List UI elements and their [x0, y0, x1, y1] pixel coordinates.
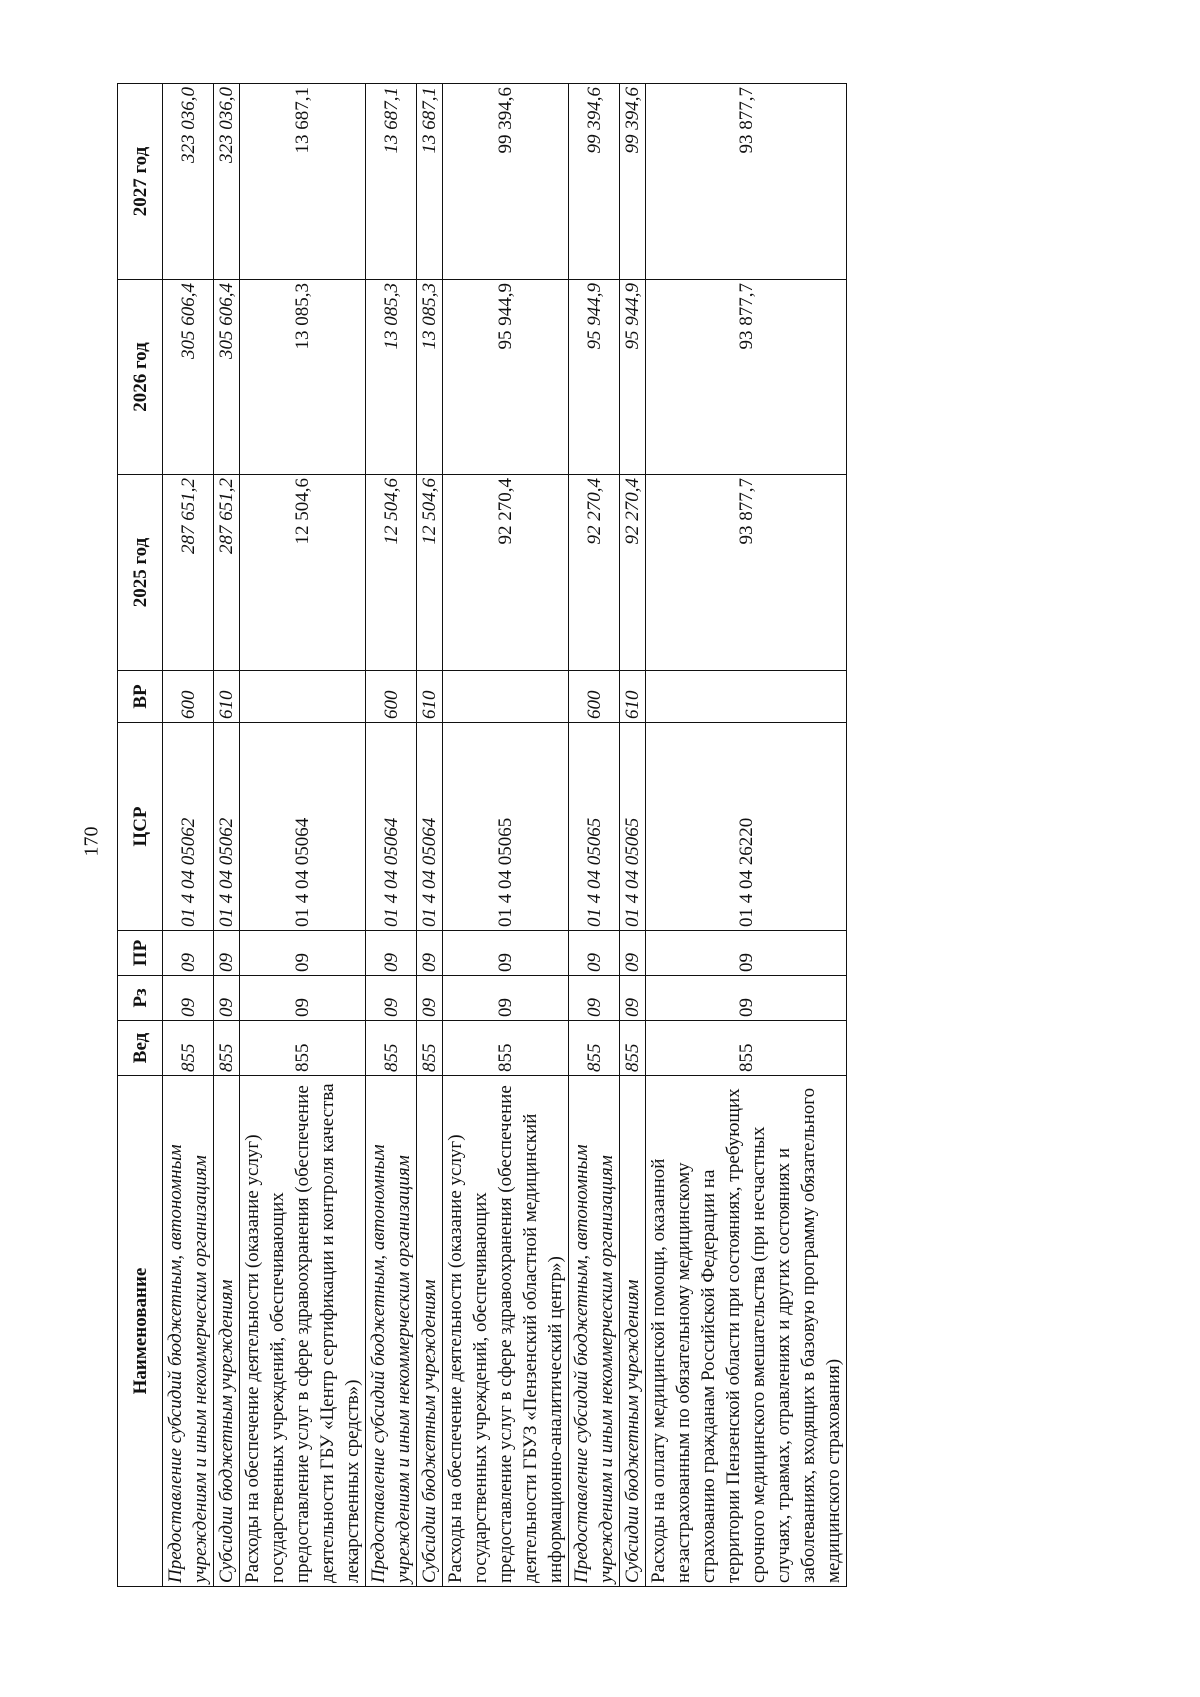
budget-table: [117, 83, 847, 1587]
cell-name: Предоставление субсидий бюджетным, автономным учреждениям и иным некоммерческим организациям: [163, 1076, 214, 1587]
cell-2027: 93 877,7: [646, 84, 847, 280]
cell-csr: 01 4 04 05064: [366, 723, 417, 931]
cell-2025: 287 651,2: [163, 475, 214, 671]
cell-rz: 09: [620, 976, 646, 1021]
cell-2025: 92 270,4: [620, 475, 646, 671]
cell-rz: 09: [240, 976, 366, 1021]
cell-csr: 01 4 04 05064: [417, 723, 443, 931]
header-name: Наименование: [118, 1076, 163, 1587]
cell-csr: 01 4 04 05065: [569, 723, 620, 931]
cell-name: Расходы на оплату медицинской помощи, оказанной незастрахованным по обязательному медицинскому страхованию гражданам Российской Федерации на территории Пензенской области при состояниях, требующих срочного медицинского вмешательства (при несчастных случаях, травмах, отравлениях и других состояниях и заболеваниях, входящих в базовую программу обязательного медицинского страхования): [646, 1076, 847, 1587]
cell-vr: 610: [620, 671, 646, 723]
cell-2026: 13 085,3: [240, 280, 366, 475]
cell-2027: 99 394,6: [569, 84, 620, 280]
header-2026: 2026 год: [118, 280, 163, 475]
cell-2027: 323 036,0: [163, 84, 214, 280]
cell-rz: 09: [366, 976, 417, 1021]
cell-csr: 01 4 04 05065: [443, 723, 569, 931]
header-2027: 2027 год: [118, 84, 163, 280]
cell-2025: 12 504,6: [240, 475, 366, 671]
page-number: 170: [80, 826, 103, 857]
cell-2027: 99 394,6: [443, 84, 569, 280]
cell-2026: 95 944,9: [620, 280, 646, 475]
header-ved: Вед: [118, 1021, 163, 1076]
table-row: [240, 84, 366, 1587]
cell-csr: 01 4 04 05065: [620, 723, 646, 931]
cell-vr: 600: [163, 671, 214, 723]
cell-rz: 09: [646, 976, 847, 1021]
cell-ved: 855: [163, 1021, 214, 1076]
cell-2026: 13 085,3: [417, 280, 443, 475]
cell-vr: 600: [569, 671, 620, 723]
cell-pr: 09: [163, 931, 214, 976]
cell-ved: 855: [569, 1021, 620, 1076]
cell-2026: 95 944,9: [443, 280, 569, 475]
cell-vr: 610: [214, 671, 240, 723]
cell-csr: 01 4 04 26220: [646, 723, 847, 931]
cell-pr: 09: [620, 931, 646, 976]
header-pr: ПР: [118, 931, 163, 976]
cell-2025: 92 270,4: [443, 475, 569, 671]
cell-name: Расходы на обеспечение деятельности (оказание услуг) государственных учреждений, обеспечивающих предоставление услуг в сфере здравоохранения (обеспечение деятельности ГБУЗ «Пензенский областной медицинский информационно-аналитический центр»): [443, 1076, 569, 1587]
cell-vr: [443, 671, 569, 723]
table-row: [366, 84, 417, 1587]
cell-rz: 09: [214, 976, 240, 1021]
cell-pr: 09: [240, 931, 366, 976]
cell-name: Субсидии бюджетным учреждениям: [620, 1076, 646, 1587]
cell-2027: 99 394,6: [620, 84, 646, 280]
cell-2025: 93 877,7: [646, 475, 847, 671]
cell-2027: 323 036,0: [214, 84, 240, 280]
cell-ved: 855: [214, 1021, 240, 1076]
cell-2026: 93 877,7: [646, 280, 847, 475]
table-row: [417, 84, 443, 1587]
header-csr: ЦСР: [118, 723, 163, 931]
cell-csr: 01 4 04 05064: [240, 723, 366, 931]
cell-ved: 855: [240, 1021, 366, 1076]
cell-ved: 855: [417, 1021, 443, 1076]
header-2025: 2025 год: [118, 475, 163, 671]
cell-pr: 09: [366, 931, 417, 976]
cell-name: Субсидии бюджетным учреждениям: [214, 1076, 240, 1587]
cell-2026: 305 606,4: [214, 280, 240, 475]
cell-2025: 12 504,6: [366, 475, 417, 671]
table-row: [620, 84, 646, 1587]
cell-rz: 09: [163, 976, 214, 1021]
cell-name: Предоставление субсидий бюджетным, автономным учреждениям и иным некоммерческим организациям: [569, 1076, 620, 1587]
header-rz: Рз: [118, 976, 163, 1021]
cell-pr: 09: [443, 931, 569, 976]
cell-2027: 13 687,1: [417, 84, 443, 280]
cell-2026: 305 606,4: [163, 280, 214, 475]
cell-rz: 09: [569, 976, 620, 1021]
cell-vr: [240, 671, 366, 723]
table-row: [646, 84, 847, 1587]
cell-2026: 13 085,3: [366, 280, 417, 475]
cell-vr: 600: [366, 671, 417, 723]
cell-pr: 09: [569, 931, 620, 976]
cell-2027: 13 687,1: [366, 84, 417, 280]
cell-ved: 855: [443, 1021, 569, 1076]
cell-csr: 01 4 04 05062: [163, 723, 214, 931]
cell-2027: 13 687,1: [240, 84, 366, 280]
cell-name: Субсидии бюджетным учреждениям: [417, 1076, 443, 1587]
header-vr: ВР: [118, 671, 163, 723]
cell-2025: 287 651,2: [214, 475, 240, 671]
cell-pr: 09: [214, 931, 240, 976]
table-row: [163, 84, 214, 1587]
cell-pr: 09: [646, 931, 847, 976]
cell-ved: 855: [646, 1021, 847, 1076]
cell-csr: 01 4 04 05062: [214, 723, 240, 931]
cell-2026: 95 944,9: [569, 280, 620, 475]
cell-name: Расходы на обеспечение деятельности (оказание услуг) государственных учреждений, обеспечивающих предоставление услуг в сфере здравоохранения (обеспечение деятельности ГБУ «Центр сертификации и контроля качества лекарственных средств»): [240, 1076, 366, 1587]
cell-2025: 92 270,4: [569, 475, 620, 671]
cell-name: Предоставление субсидий бюджетным, автономным учреждениям и иным некоммерческим организациям: [366, 1076, 417, 1587]
cell-rz: 09: [417, 976, 443, 1021]
cell-ved: 855: [620, 1021, 646, 1076]
table-row: [443, 84, 569, 1587]
table-header-row: [118, 84, 163, 1587]
cell-vr: [646, 671, 847, 723]
table-row: [569, 84, 620, 1587]
cell-vr: 610: [417, 671, 443, 723]
cell-ved: 855: [366, 1021, 417, 1076]
rotated-table-container: [117, 84, 1077, 1587]
cell-pr: 09: [417, 931, 443, 976]
table-row: [214, 84, 240, 1587]
cell-rz: 09: [443, 976, 569, 1021]
cell-2025: 12 504,6: [417, 475, 443, 671]
